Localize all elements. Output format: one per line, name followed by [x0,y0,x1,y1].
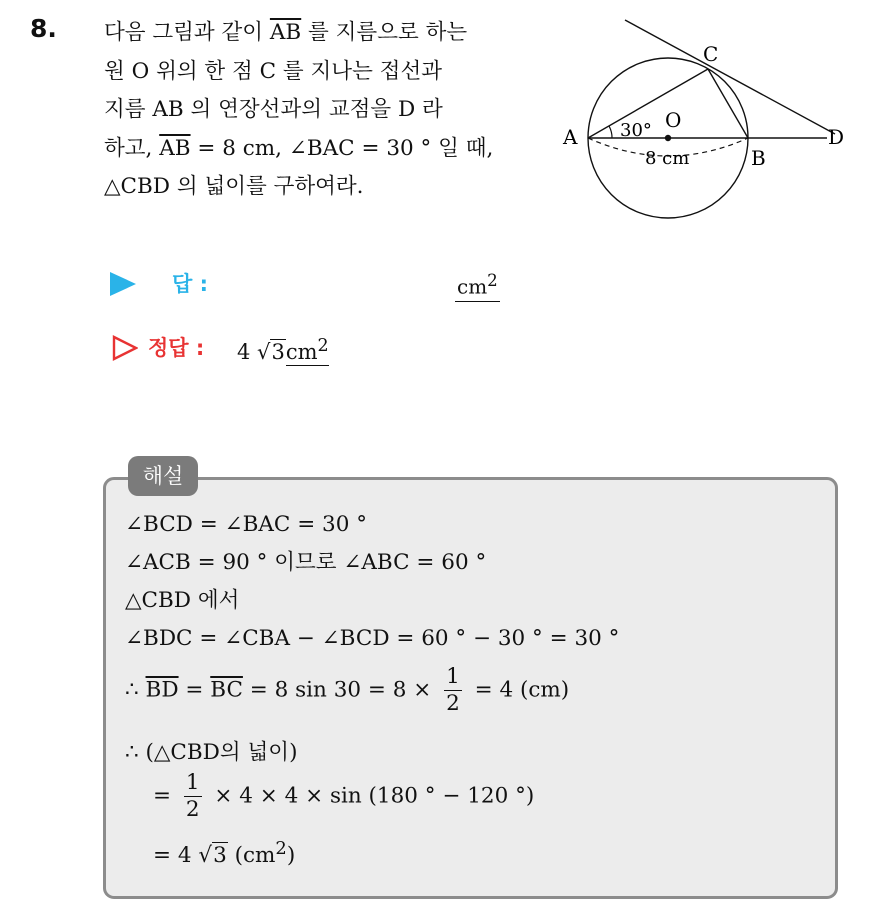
label-C: C [703,42,719,66]
answer-row [110,268,530,302]
question-number: 8. [30,14,57,43]
question-line-3: 지름 AB 의 연장선과의 교점을 D 라 [104,97,443,122]
question-line-1: 다음 그림과 같이 $\overline{AB}$ 를 지름으로 하는 [104,20,468,45]
explanation-line-6: ∴ (△CBD의 넓이) [125,740,298,765]
geometry-figure [555,12,855,227]
question-line-4: 하고, $\overline{AB} = 8$ cm, ∠BAC = 30 ° 일 때, [104,135,494,161]
explanation-tag: 해설 [128,456,198,496]
explanation-line-8: = 4 √3 $(cm^2)$ [153,838,296,869]
explanation-line-2: ∠ACB = 90 ° 이므로 ∠ABC = 60 ° [125,550,487,575]
label-O: O [665,108,682,132]
answer-label: 답 : [172,272,208,296]
explanation-line-5: ∴ $\overline{BD} = \overline{BC} = 8$ sin 30 = 8 × $\frac{1}{2}$ = 4 (cm) [125,664,570,716]
angle-label: 30° [620,120,652,141]
correct-label: 정답 : [148,336,205,360]
correct-value: 4 $√3cm^2$ [237,336,329,364]
label-A: A [563,125,578,149]
label-D: D [828,125,845,149]
correct-row [110,332,510,368]
label-B: B [751,146,766,170]
answer-unit: $cm^2$ [455,268,500,302]
explanation-line-3: △CBD 에서 [125,588,240,613]
question-line-5: △CBD 의 넓이를 구하여라. [104,174,364,199]
explanation-line-7: = $\frac{1}{2}$ × 4 × 4 × sin (180 ° − 120 °) [153,770,535,822]
length-label: 8 cm [645,148,690,169]
explanation-line-4: ∠BDC = ∠CBA − ∠BCD = 60 ° − 30 ° = 30 ° [125,626,620,651]
outline-play-icon [112,335,138,361]
explanation-line-1: ∠BCD = ∠BAC = 30 ° [125,512,368,537]
question-text [104,14,536,207]
question-line-2: 원 O 위의 한 점 C 를 지나는 접선과 [104,58,442,84]
play-icon [110,272,136,296]
